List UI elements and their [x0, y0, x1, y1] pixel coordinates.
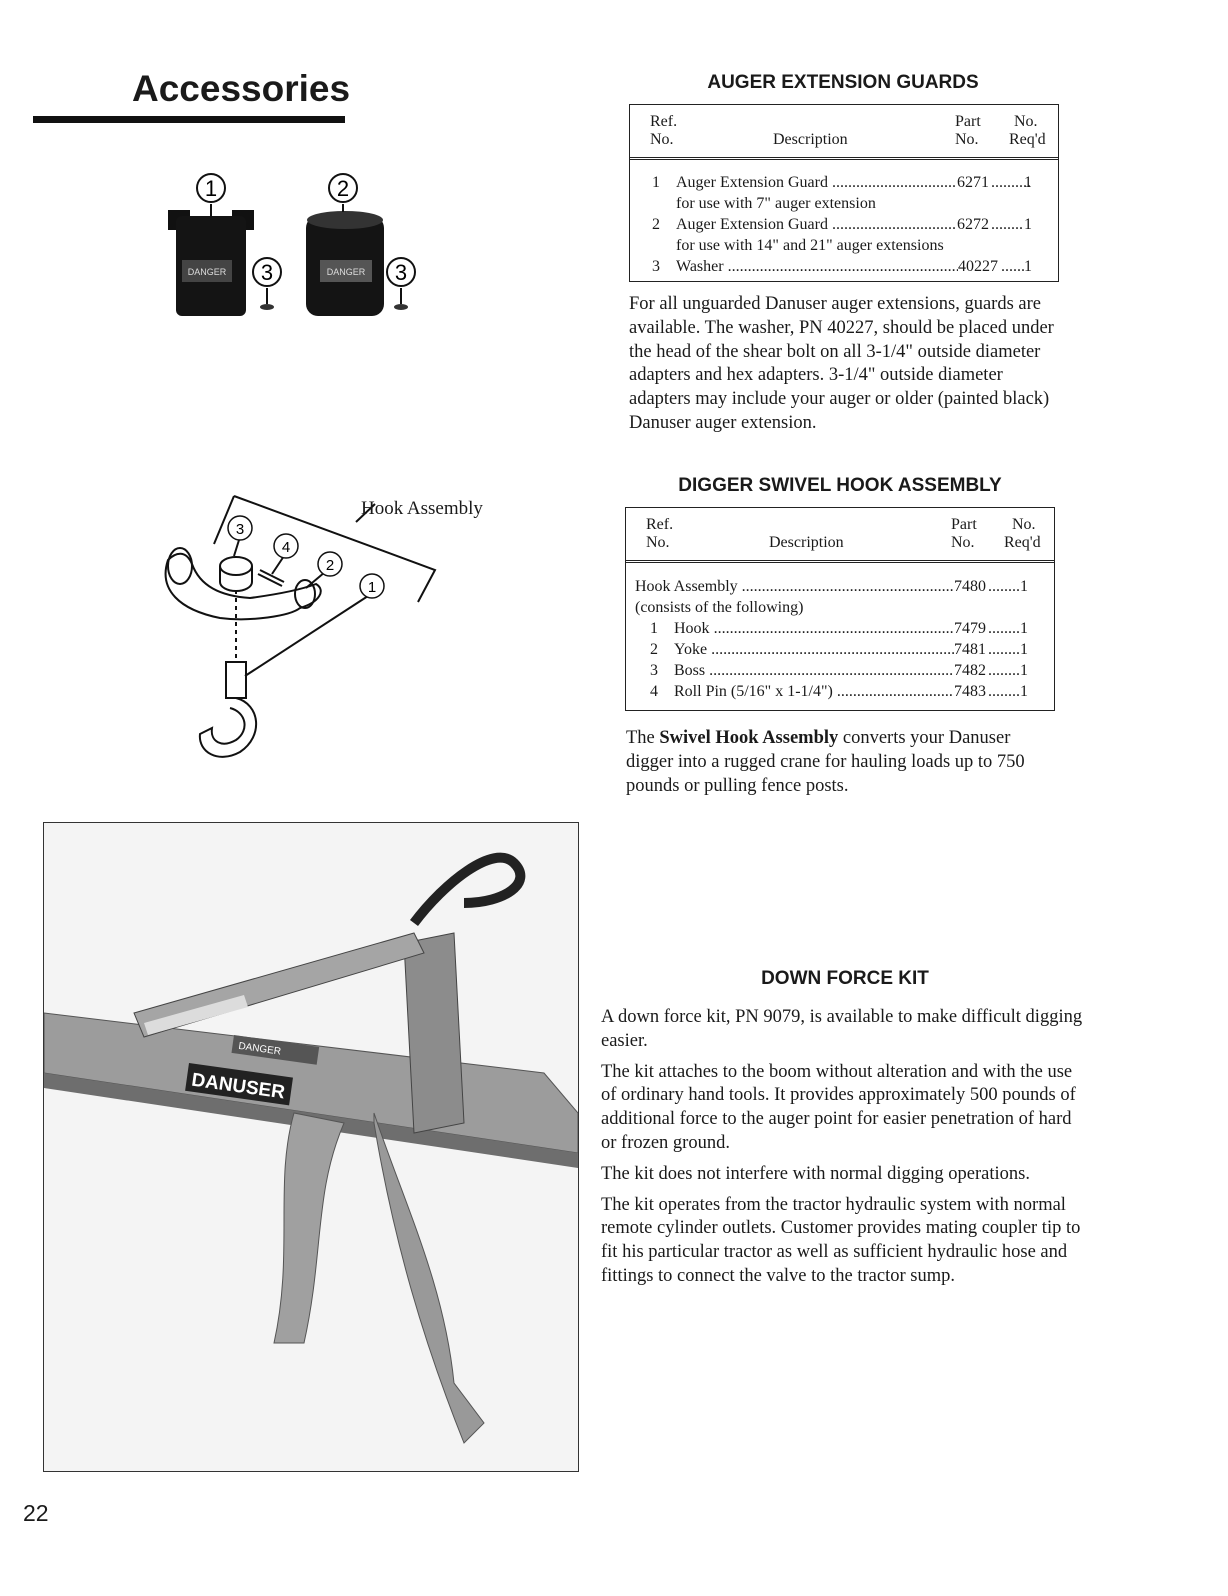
table-row-note: for use with 14" and 21" auger extensions [676, 237, 944, 254]
photo-brand-decal: DANUSER [190, 1069, 287, 1104]
col-ref: Ref. [650, 113, 678, 130]
table-row-note: for use with 7" auger extension [676, 195, 876, 212]
page-title: Accessories [132, 68, 351, 109]
swivel-hook-heading: DIGGER SWIVEL HOOK ASSEMBLY [678, 475, 1002, 496]
auger-guards-table [629, 104, 1059, 282]
guard-1-image [168, 210, 254, 316]
swivel-hook-table-header: Ref. No. Description Part No. No. Req'd [626, 508, 1054, 563]
guard-2-image [306, 211, 384, 316]
callout-1-label: 1 [204, 176, 218, 201]
callout-3b-label: 3 [394, 260, 408, 285]
down-force-paragraph-3: The kit does not interfere with normal digging operations. [601, 1163, 1030, 1184]
photo-warning-decal: DANGER [237, 1040, 282, 1058]
page-number: 22 [23, 1500, 49, 1526]
hook-callout-4-label: 4 [281, 539, 291, 556]
swivel-hook-bold: Swivel Hook Assembly [659, 728, 839, 748]
callout-2-label: 2 [336, 176, 350, 201]
table-row: Hook Assembly ..... 7480 ..... 1 [626, 576, 1054, 597]
guard-1-decal: DANGER [187, 267, 227, 277]
swivel-hook-paragraph: The Swivel Hook Assembly converts your Danuser digger into a rugged crane for hauling loads up to 750 pounds or pulling fence posts. [626, 728, 1025, 796]
table-row: 2 Auger Extension Guard ..... 6272 ..... 1 [630, 214, 1058, 235]
down-force-heading: DOWN FORCE KIT [761, 968, 929, 989]
table-row: 4 Roll Pin (5/16" x 1-1/4") ..... 7483 ..... 1 [626, 681, 1054, 702]
callout-3a-label: 3 [260, 260, 274, 285]
table-row: 1 Auger Extension Guard ..... 6271 ..... 1 [630, 172, 1058, 193]
down-force-paragraph-4: The kit operates from the tractor hydraulic system with normal remote cylinder outlets. Customer provides mating coupler tip to fit his particular tractor as well as sufficient hydraulic hose and fittings to connect the valve to the tractor sump. [601, 1194, 1081, 1286]
col-part-no: No. [955, 131, 979, 148]
washer-image-1 [260, 304, 274, 310]
down-force-kit-photo [43, 822, 579, 1472]
table-row: 3 Washer ..... 40227 ..... 1 [630, 256, 1058, 277]
col-reqd: Req'd [1009, 131, 1046, 148]
col-description: Description [773, 131, 848, 148]
col-ref-no: No. [650, 131, 674, 148]
table-row: 2 Yoke ..... 7481 ..... 1 [626, 639, 1054, 660]
down-force-paragraph-2: The kit attaches to the boom without alteration and with the use of ordinary hand tools. It provides approximately 500 pounds of additional force to the auger point for easier penetration of hard or frozen ground. [601, 1061, 1076, 1153]
hook-callout-3-label: 3 [235, 521, 245, 538]
hook-assembly-figure [150, 490, 450, 770]
auger-guards-paragraph: For all unguarded Danuser auger extensions, guards are available. The washer, PN 40227, should be placed under the head of the shear bolt on all 3-1/4" outside diameter adapters and hex adapters. 3-1/4" outside diameter adapters may include your auger or older (painted black) Danuser auger extension. [629, 294, 1054, 433]
title-rule [33, 116, 345, 123]
swivel-hook-table [625, 507, 1055, 711]
hook-assembly-label: Hook Assembly [361, 498, 483, 519]
auger-guards-table-header [630, 105, 1058, 160]
table-row: 3 Boss ..... 7482 ..... 1 [626, 660, 1054, 681]
down-force-text [601, 1006, 1091, 1296]
down-force-paragraph-1: A down force kit, PN 9079, is available to make difficult digging easier. [601, 1007, 1083, 1051]
table-row: 1 Hook ..... 7479 ..... 1 [626, 618, 1054, 639]
guard-2-decal: DANGER [326, 267, 366, 277]
auger-guard-figure [160, 168, 430, 328]
washer-image-2 [394, 304, 408, 310]
col-no: No. [1014, 113, 1038, 130]
hook-callout-2-label: 2 [325, 557, 335, 574]
hook-callout-1-label: 1 [367, 579, 377, 596]
col-part: Part [955, 113, 981, 130]
auger-guards-heading: AUGER EXTENSION GUARDS [707, 72, 979, 93]
table-row-note: (consists of the following) [635, 599, 804, 616]
